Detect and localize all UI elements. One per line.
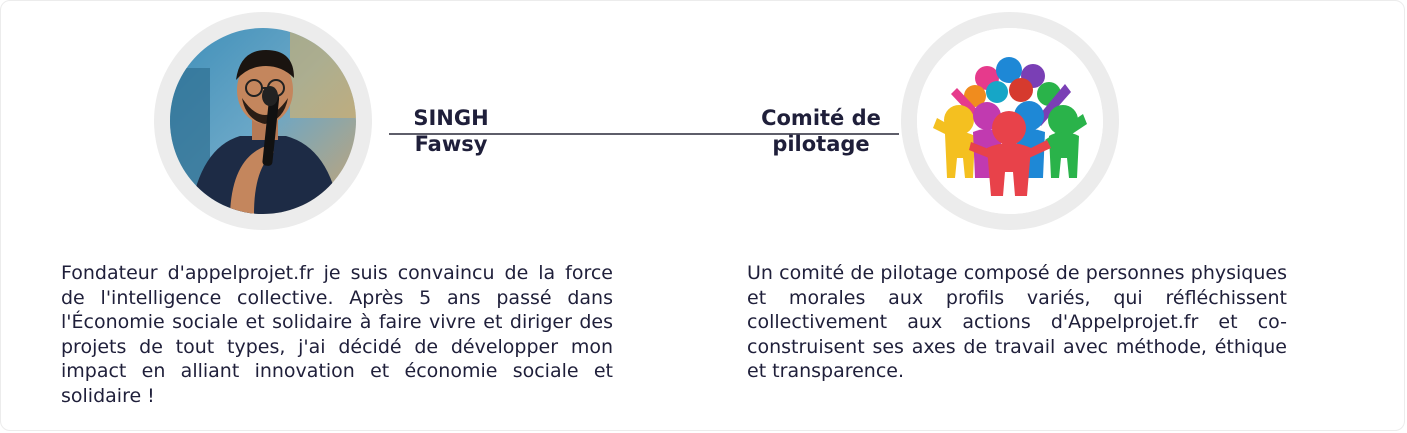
group-figures-icon — [917, 28, 1103, 214]
member-photo — [170, 28, 356, 214]
member-name-line2: pilotage — [772, 132, 870, 156]
member-name-line1: SINGH — [413, 106, 489, 130]
member-photo — [917, 28, 1103, 214]
member-name-line1: Comité de — [761, 106, 881, 130]
member-description: Un comité de pilotage composé de personnes physiques et morales aux profils variés, qui réfléchissent collectivement aux actions d'Appelprojet.fr et co-construisent ses axes de travail avec méthode, éthique et transparence. — [747, 262, 1287, 382]
person-photo-icon — [170, 28, 356, 214]
member-avatar-ring — [901, 12, 1119, 230]
member-name — [381, 105, 521, 157]
member-name-line2: Fawsy — [414, 132, 488, 156]
member-name — [736, 105, 906, 157]
member-description: Fondateur d'appelprojet.fr je suis convaincu de la force de l'intelligence collective. Après 5 ans passé dans l'Économie sociale et solidaire à faire vivre et diriger des projets de tout types, j'ai décidé de développer mon impact en alliant innovation et économie sociale et solidaire ! — [61, 262, 613, 407]
member-avatar-ring — [154, 12, 372, 230]
